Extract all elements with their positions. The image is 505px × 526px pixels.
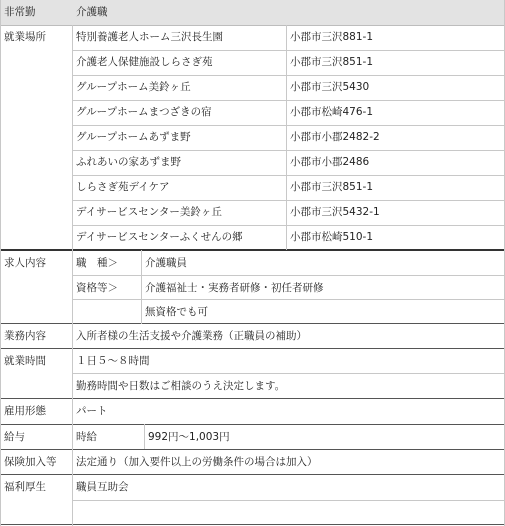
duties-value[interactable]: 入所者様の生活支援や介護業務（正職員の補助） — [76, 330, 307, 342]
workplace-address[interactable]: 小郡市三沢851-1 — [290, 181, 374, 193]
workplace-address[interactable]: 小郡市小郡2482-2 — [290, 131, 380, 143]
workplaces-label[interactable]: 就業場所 — [4, 31, 46, 43]
workplace-name[interactable]: グループホーム美鈴ヶ丘 — [76, 81, 191, 93]
duties-label[interactable]: 業務内容 — [4, 330, 46, 342]
workplace-address[interactable]: 小郡市小郡2486 — [290, 156, 370, 168]
workplace-name[interactable]: ふれあいの家あずま野 — [76, 156, 181, 168]
job-content-label[interactable]: 求人内容 — [4, 257, 46, 269]
workplace-name[interactable]: デイサービスセンターふくせんの郷 — [76, 231, 243, 243]
workplace-name[interactable]: グループホームあずま野 — [76, 131, 191, 143]
workplace-address[interactable]: 小郡市三沢881-1 — [290, 31, 374, 43]
workplace-name[interactable]: 特別養護老人ホーム三沢長生園 — [76, 31, 223, 43]
workplace-name[interactable]: 介護老人保健施設しらさぎ苑 — [76, 56, 213, 68]
welfare-label[interactable]: 福利厚生 — [4, 481, 46, 493]
header-job-title[interactable]: 介護職 — [76, 6, 108, 18]
qualification-note[interactable]: 無資格でも可 — [145, 306, 208, 318]
pay-label[interactable]: 給与 — [4, 431, 25, 443]
hours-value[interactable]: １日５～８時間 — [76, 355, 150, 367]
workplace-name[interactable]: デイサービスセンター美鈴ヶ丘 — [76, 206, 222, 218]
qualification-value[interactable]: 介護福祉士・実務者研修・初任者研修 — [145, 282, 324, 294]
employment-value[interactable]: パート — [76, 405, 108, 417]
workplace-address[interactable]: 小郡市三沢5430 — [290, 81, 370, 93]
employment-label[interactable]: 雇用形態 — [4, 405, 46, 417]
insurance-value[interactable]: 法定通り（加入要件以上の労働条件の場合は加入） — [76, 456, 318, 468]
insurance-label[interactable]: 保険加入等 — [4, 456, 57, 468]
header-employment-type[interactable]: 非常勤 — [4, 6, 36, 18]
pay-value[interactable]: 992円～1,003円 — [148, 431, 230, 443]
hours-label[interactable]: 就業時間 — [4, 355, 46, 367]
workplace-address[interactable]: 小郡市三沢851-1 — [290, 56, 374, 68]
job-type-label[interactable]: 職 種＞ — [76, 257, 118, 269]
welfare-value[interactable]: 職員互助会 — [76, 481, 129, 493]
workplace-address[interactable]: 小郡市三沢5432-1 — [290, 206, 380, 218]
workplace-name[interactable]: グループホームまつざきの宿 — [76, 106, 212, 118]
workplace-address[interactable]: 小郡市松崎510-1 — [290, 231, 374, 243]
pay-type[interactable]: 時給 — [76, 431, 97, 443]
hours-note[interactable]: 勤務時間や日数はご相談のうえ決定します。 — [76, 380, 286, 392]
qualification-label[interactable]: 資格等＞ — [76, 282, 118, 294]
job-type-value[interactable]: 介護職員 — [145, 257, 187, 269]
workplace-name[interactable]: しらさぎ苑デイケア — [76, 181, 170, 193]
workplace-address[interactable]: 小郡市松崎476-1 — [290, 106, 374, 118]
